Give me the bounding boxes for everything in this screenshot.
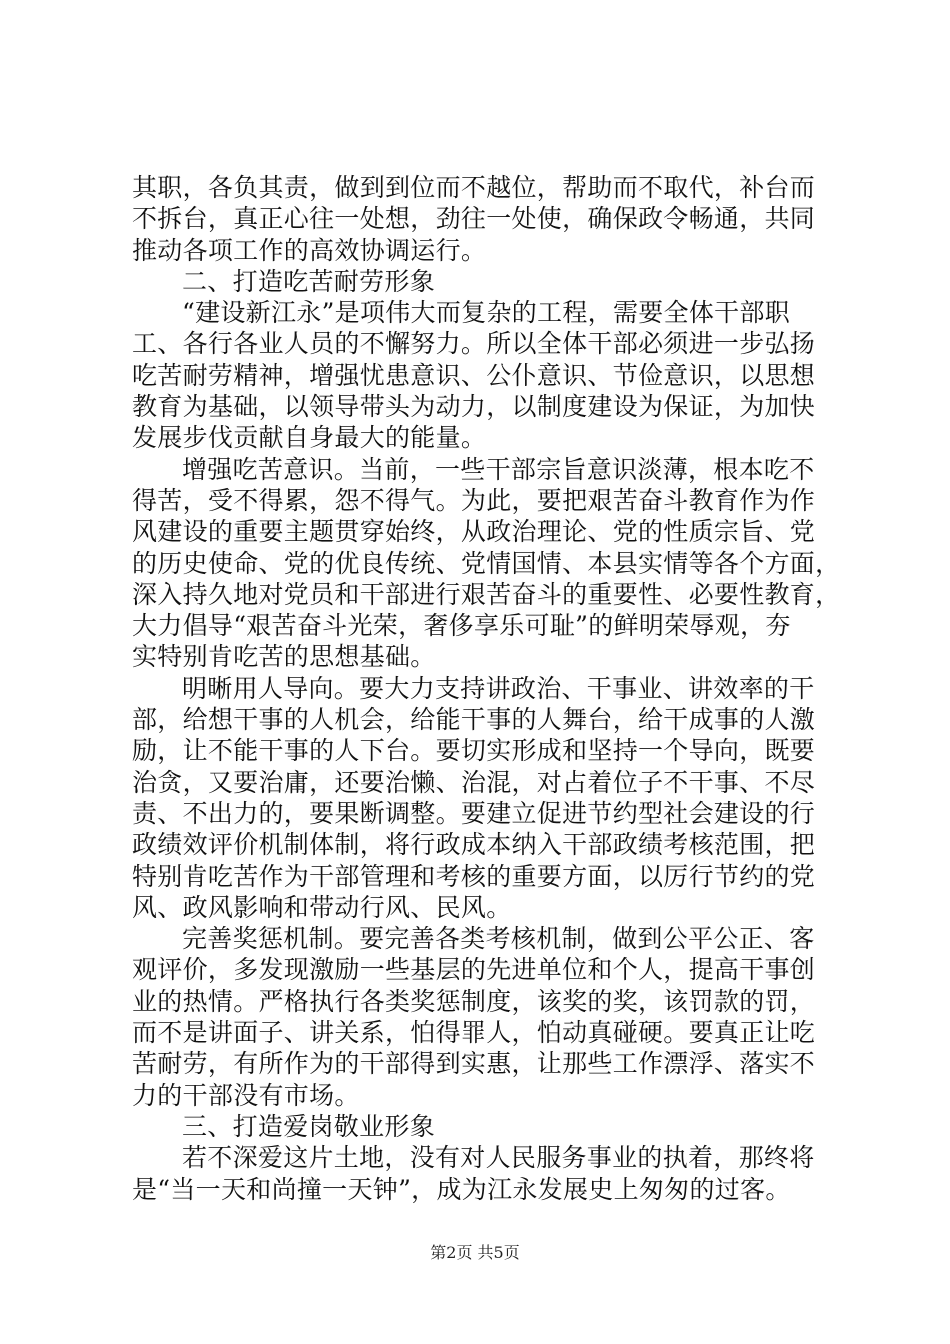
text-line: 力的干部没有市场。 bbox=[132, 1080, 360, 1110]
text-line: 是“当一天和尚撞一天钟”，成为江永发展史上匆匆的过客。 bbox=[132, 1174, 791, 1204]
text-line: 风、政风影响和带动行风、民风。 bbox=[132, 892, 512, 922]
text-line: 其职，各负其责，做到到位而不越位，帮助而不取代，补台而 bbox=[132, 173, 816, 202]
text-line: 推动各项工作的高效协调运行。 bbox=[132, 235, 487, 265]
text-line: 若不深爱这片土地，没有对人民服务事业的执着，那终将 bbox=[182, 1143, 815, 1173]
text-line: 增强吃苦意识。当前，一些干部宗旨意识淡薄，根本吃不 bbox=[182, 454, 815, 484]
text-line: 的历史使命、党的优良传统、党情国情、本县实情等各个方面， bbox=[132, 548, 841, 578]
text-line: 特别肯吃苦作为干部管理和考核的重要方面，以厉行节约的党 bbox=[132, 861, 816, 891]
document-body bbox=[132, 172, 841, 1205]
text-line: 发展步伐贡献自身最大的能量。 bbox=[132, 423, 487, 453]
page-footer: 第2页 共5页 bbox=[430, 1243, 520, 1262]
text-line: 工、各行各业人员的不懈努力。所以全体干部必须进一步弘扬 bbox=[132, 329, 816, 359]
text-line: 教育为基础，以领导带头为动力，以制度建设为保证，为加快 bbox=[132, 392, 816, 422]
text-line: 二、打造吃苦耐劳形象 bbox=[182, 266, 436, 296]
text-line: 部，给想干事的人机会，给能干事的人舞台，给干成事的人激 bbox=[132, 705, 816, 735]
text-line: 明晰用人导向。要大力支持讲政治、干事业、讲效率的干 bbox=[182, 673, 815, 703]
text-line: 而不是讲面子、讲关系，怕得罪人，怕动真碰硬。要真正让吃 bbox=[132, 1018, 816, 1048]
text-line: 治贪，又要治庸，还要治懒、治混，对占着位子不干事、不尽 bbox=[132, 767, 816, 797]
text-line: 实特别肯吃苦的思想基础。 bbox=[132, 642, 436, 672]
text-line: 完善奖惩机制。要完善各类考核机制，做到公平公正、客 bbox=[182, 924, 815, 954]
text-line: 不拆台，真正心往一处想，劲往一处使，确保政令畅通，共同 bbox=[132, 204, 816, 234]
text-line: 吃苦耐劳精神，增强忧患意识、公仆意识、节俭意识，以思想 bbox=[132, 360, 816, 390]
text-line: 得苦，受不得累，怨不得气。为此，要把艰苦奋斗教育作为作 bbox=[132, 485, 816, 515]
text-line: 大力倡导“艰苦奋斗光荣，奢侈享乐可耻”的鲜明荣辱观，夯 bbox=[132, 611, 791, 641]
text-line: 风建设的重要主题贯穿始终，从政治理论、党的性质宗旨、党 bbox=[132, 517, 816, 547]
text-line: 苦耐劳，有所作为的干部得到实惠，让那些工作漂浮、落实不 bbox=[132, 1049, 816, 1079]
text-line: 励，让不能干事的人下台。要切实形成和坚持一个导向，既要 bbox=[132, 736, 816, 766]
text-line: 深入持久地对党员和干部进行艰苦奋斗的重要性、必要性教育， bbox=[132, 579, 841, 609]
text-line: “建设新江永”是项伟大而复杂的工程，需要全体干部职 bbox=[182, 298, 791, 328]
text-line: 责、不出力的，要果断调整。要建立促进节约型社会建设的行 bbox=[132, 798, 816, 828]
text-line: 业的热情。严格执行各类奖惩制度，该奖的奖，该罚款的罚， bbox=[132, 986, 816, 1016]
text-line: 三、打造爱岗敬业形象 bbox=[182, 1111, 436, 1141]
text-line: 政绩效评价机制体制，将行政成本纳入干部政绩考核范围，把 bbox=[132, 830, 816, 860]
text-line: 观评价，多发现激励一些基层的先进单位和个人，提高干事创 bbox=[132, 955, 816, 985]
